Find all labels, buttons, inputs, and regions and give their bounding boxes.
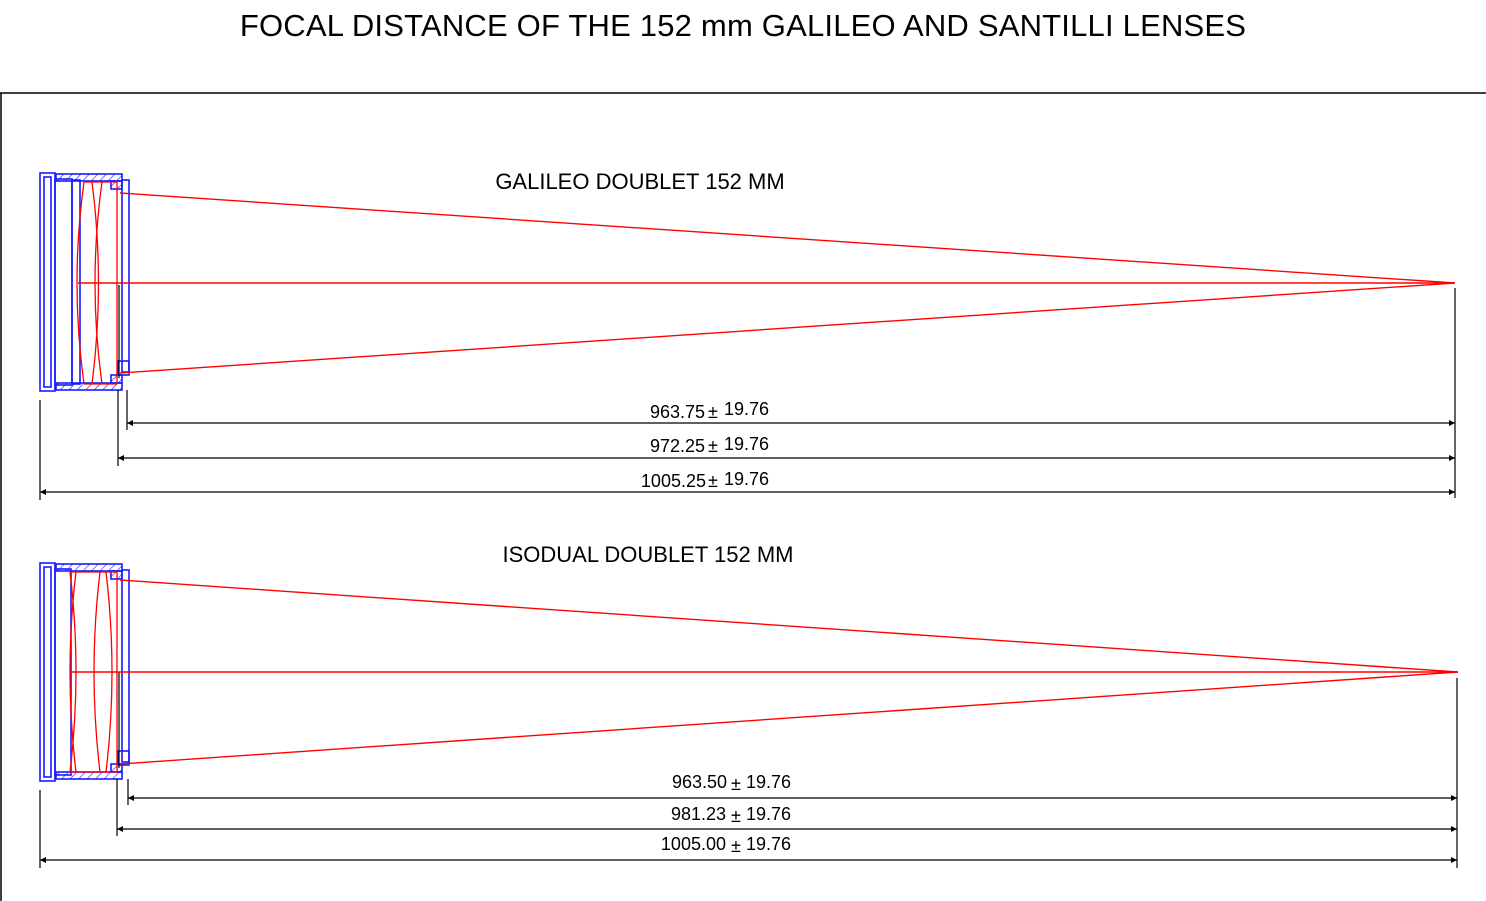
- dimension-tolerance: 19.76: [724, 469, 770, 489]
- tolerance-symbol: ±: [708, 436, 718, 456]
- dimension-value: 963.50: [671, 772, 727, 792]
- page-title: FOCAL DISTANCE OF THE 152 mm GALILEO AND SANTILLI LENSES: [239, 8, 1247, 43]
- dimension-value: 963.75: [649, 402, 705, 422]
- dimension-tolerance: 19.76: [746, 804, 792, 824]
- galileo-lens-cell: [40, 173, 129, 391]
- isodual-title: ISODUAL DOUBLET 152 MM: [502, 542, 794, 567]
- dimension-value: 972.25: [649, 436, 705, 456]
- dimension-tolerance: 19.76: [746, 834, 792, 854]
- dimension-value: 1005.00: [660, 834, 726, 854]
- dimension-tolerance: 19.76: [746, 772, 792, 792]
- tolerance-symbol: ±: [708, 402, 718, 422]
- tolerance-symbol: ±: [731, 836, 741, 856]
- tolerance-symbol: ±: [731, 806, 741, 826]
- galileo-rays: [78, 193, 1455, 373]
- galileo-title: GALILEO DOUBLET 152 MM: [495, 169, 785, 194]
- tolerance-symbol: ±: [708, 471, 718, 491]
- isodual-rays: [72, 580, 1458, 764]
- dimension-tolerance: 19.76: [724, 399, 770, 419]
- isodual-section: [40, 542, 1458, 868]
- galileo-section: [40, 169, 1455, 500]
- dimension-value: 1005.25: [640, 471, 706, 491]
- dimension-value: 981.23: [670, 804, 726, 824]
- galileo-dimension-labels: [641, 399, 769, 491]
- dimension-tolerance: 19.76: [724, 434, 770, 454]
- isodual-dimension-labels: [661, 772, 791, 856]
- tolerance-symbol: ±: [731, 774, 741, 794]
